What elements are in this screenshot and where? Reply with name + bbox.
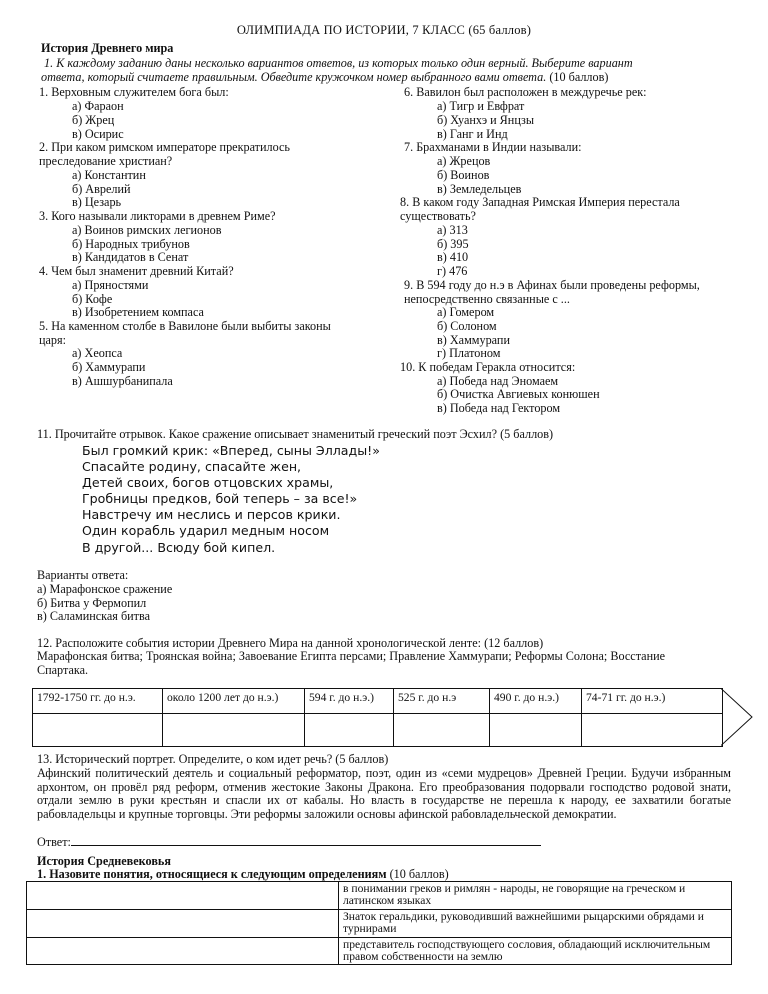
task12-events-line2: Спартака. [37, 663, 89, 677]
q10-option-b[interactable]: б) Очистка Авгиевых конюшен [437, 387, 600, 401]
task11-option-b[interactable]: б) Битва у Фермопил [37, 596, 147, 610]
medieval-task1 [37, 868, 449, 882]
q4-option-b[interactable]: б) Кофе [72, 292, 113, 306]
q9-option-d[interactable]: г) Платоном [437, 346, 501, 360]
poem-line-6: Один корабль ударил медным носом [82, 523, 330, 538]
poem-line-7: В другой... Всюду бой кипел. [82, 540, 276, 555]
poem-line-4: Гробницы предков, бой теперь – за все!» [82, 491, 358, 506]
timeline-answer-cell[interactable] [582, 714, 723, 747]
definition-cell: Знаток геральдики, руководивший важнейшими рыцарскими обрядами и турнирами [339, 909, 732, 937]
q8-stem-line2: существовать? [400, 209, 476, 223]
task1-instruction-line2 [41, 71, 608, 85]
q1-stem: 1. Верховным служителем бога был: [39, 85, 229, 99]
task11-option-a[interactable]: а) Марафонское сражение [37, 582, 173, 596]
task13-question: 13. Исторический портрет. Определите, о ком идет речь? (5 баллов) [37, 752, 389, 766]
answer-label: Ответ: [37, 835, 71, 849]
timeline-answer-cell[interactable] [163, 714, 305, 747]
q5-stem-line1: 5. На каменном столбе в Вавилоне были выбиты законы [39, 319, 331, 333]
q10-option-a[interactable]: а) Победа над Эномаем [437, 374, 559, 388]
q3-option-a[interactable]: а) Воинов римских легионов [72, 223, 222, 237]
q9-stem-line2: непосредственно связанные с ... [404, 292, 570, 306]
task13-answer [37, 835, 541, 850]
timeline-table [32, 688, 723, 747]
timeline-date: 490 г. до н.э.) [490, 689, 582, 714]
timeline-date: 74-71 гг. до н.э.) [582, 689, 723, 714]
q5-option-a[interactable]: а) Хеопса [72, 346, 123, 360]
q2-option-b[interactable]: б) Аврелий [72, 182, 131, 196]
section-heading-medieval: История Средневековья [37, 854, 171, 868]
definition-cell: представитель господствующего сословия, обладающий исключительным правом собственности на землю [339, 937, 732, 965]
q7-option-b[interactable]: б) Воинов [437, 168, 490, 182]
section-heading-ancient: История Древнего мира [41, 41, 174, 55]
q6-option-b[interactable]: б) Хуанхэ и Янцзы [437, 113, 535, 127]
definition-answer-cell[interactable] [27, 909, 339, 937]
q1-option-a[interactable]: а) Фараон [72, 99, 124, 113]
q3-option-b[interactable]: б) Народных трибунов [72, 237, 190, 251]
q8-option-b[interactable]: б) 395 [437, 237, 469, 251]
q2-stem-line2: преследование христиан? [39, 154, 173, 168]
q5-option-c[interactable]: в) Ашшурбанипала [72, 374, 173, 388]
definition-answer-cell[interactable] [27, 882, 339, 910]
task1-instruction-line1: 1. К каждому заданию даны несколько вариантов ответов, из которых только один верный. Выберите вариант [44, 56, 633, 70]
task12-question: 12. Расположите события истории Древнего Мира на данной хронологической ленте: (12 баллов) [37, 636, 544, 650]
q3-stem: 3. Кого называли ликторами в древнем Риме? [39, 209, 276, 223]
q5-option-b[interactable]: б) Хаммурапи [72, 360, 146, 374]
definitions-table [26, 881, 732, 965]
q4-option-c[interactable]: в) Изобретением компаса [72, 305, 204, 319]
q3-option-c[interactable]: в) Кандидатов в Сенат [72, 250, 189, 264]
table-row [27, 909, 732, 937]
answer-line[interactable] [71, 835, 541, 846]
q5-stem-line2: царя: [39, 333, 67, 347]
q2-stem-line1: 2. При каком римском императоре прекратилось [39, 140, 290, 154]
task11-question: 11. Прочитайте отрывок. Какое сражение описывает знаменитый греческий поэт Эсхил? (5 баллов) [37, 427, 554, 441]
timeline-date: около 1200 лет до н.э.) [163, 689, 305, 714]
q1-option-c[interactable]: в) Осирис [72, 127, 124, 141]
q9-stem-line1: 9. В 594 году до н.э в Афинах были проведены реформы, [404, 278, 700, 292]
q8-stem-line1: 8. В каком году Западная Римская Империя перестала [400, 195, 680, 209]
poem-line-1: Был громкий крик: «Вперед, сыны Эллады!» [82, 443, 380, 458]
timeline-arrow-head [721, 688, 753, 746]
definition-answer-cell[interactable] [27, 937, 339, 965]
q6-option-c[interactable]: в) Ганг и Инд [437, 127, 508, 141]
timeline-answer-cell[interactable] [394, 714, 490, 747]
q4-option-a[interactable]: а) Пряностями [72, 278, 149, 292]
q10-option-c[interactable]: в) Победа над Гектором [437, 401, 561, 415]
q2-option-c[interactable]: в) Цезарь [72, 195, 122, 209]
task1-instruction-italic: ответа, который считаете правильным. Обведите кружочком номер выбранного вами ответа. [41, 70, 547, 84]
definition-cell: в понимании греков и римлян - народы, не говорящие на греческом и латинском языках [339, 882, 732, 910]
table-row [27, 882, 732, 910]
table-row [27, 937, 732, 965]
q2-option-a[interactable]: а) Константин [72, 168, 146, 182]
timeline [32, 688, 752, 746]
q1-option-b[interactable]: б) Жрец [72, 113, 115, 127]
timeline-answer-cell[interactable] [490, 714, 582, 747]
q9-option-b[interactable]: б) Солоном [437, 319, 497, 333]
q4-stem: 4. Чем был знаменит древний Китай? [39, 264, 234, 278]
task11-option-c[interactable]: в) Саламинская битва [37, 609, 151, 623]
q6-option-a[interactable]: а) Тигр и Евфрат [437, 99, 525, 113]
q8-option-d[interactable]: г) 476 [437, 264, 468, 278]
timeline-answer-cell[interactable] [33, 714, 163, 747]
page-title: ОЛИМПИАДА ПО ИСТОРИИ, 7 КЛАСС (65 баллов) [236, 23, 532, 37]
poem-line-5: Навстречу им неслись и персов крики. [82, 507, 341, 522]
poem-line-2: Спасайте родину, спасайте жен, [82, 459, 302, 474]
medieval-task1-points: (10 баллов) [386, 867, 449, 881]
q10-stem: 10. К победам Геракла относится: [400, 360, 576, 374]
q9-option-a[interactable]: а) Гомером [437, 305, 495, 319]
q7-stem: 7. Брахманами в Индии называли: [404, 140, 582, 154]
task12-events-line1: Марафонская битва; Троянская война; Завоевание Египта персами; Правление Хаммурапи; Реформы Солона; Восстание [37, 649, 666, 663]
timeline-answer-cell[interactable] [305, 714, 394, 747]
q8-option-c[interactable]: в) 410 [437, 250, 469, 264]
poem-line-3: Детей своих, богов отцовских храмы, [82, 475, 334, 490]
q9-option-c[interactable]: в) Хаммурапи [437, 333, 510, 347]
timeline-date: 525 г. до н.э [394, 689, 490, 714]
q8-option-a[interactable]: а) 313 [437, 223, 468, 237]
q7-option-c[interactable]: в) Земледельцев [437, 182, 522, 196]
q6-stem: 6. Вавилон был расположен в междуречье рек: [404, 85, 647, 99]
task1-points: (10 баллов) [546, 70, 609, 84]
timeline-date: 594 г. до н.э.) [305, 689, 394, 714]
task11-options-label: Варианты ответа: [37, 568, 129, 582]
task13-text: Афинский политический деятель и социальный реформатор, поэт, один из «семи мудрецов» Древней Греции. Будучи избранным архонтом, он провёл ряд реформ, отменив жестокие Законы Дракона. Его преобразования подорвали господство родовой знати, отдали землю в руки крестьян и спасли их от кабалы. Но власть в государстве не перешла к народу, ее захватили богатые рабовладельцы и крупные торговцы. Эти реформы заложили основы афинской рабовладельческой демократии. [37, 766, 731, 821]
q7-option-a[interactable]: а) Жрецов [437, 154, 491, 168]
timeline-date: 1792-1750 гг. до н.э. [33, 689, 163, 714]
medieval-task1-text: 1. Назовите понятия, относящиеся к следующим определениям [37, 867, 387, 881]
